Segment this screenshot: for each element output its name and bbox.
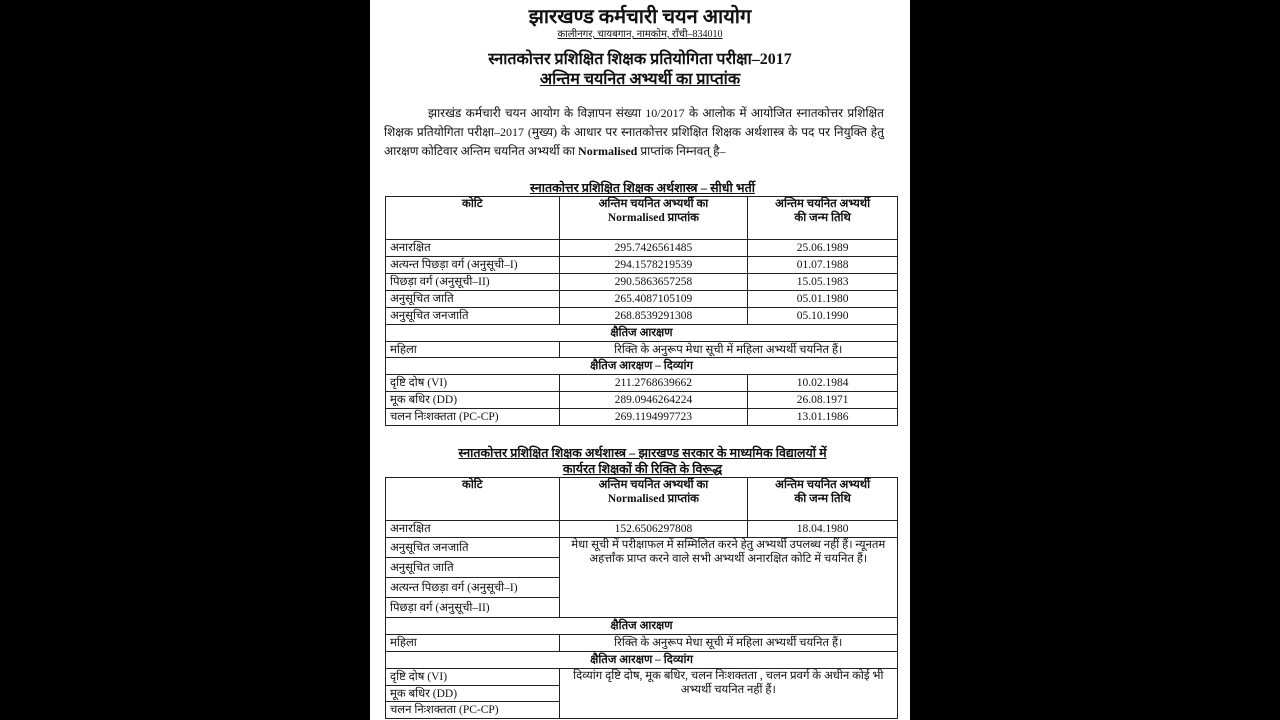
cell-category: अत्यन्त पिछड़ा वर्ग (अनुसूची–I)	[386, 257, 560, 274]
document-title	[370, 50, 910, 90]
table2-caption: स्नातकोत्तर प्रशिक्षित शिक्षक अर्थशास्त्र – झारखण्ड सरकार के माध्यमिक विद्यालयों में कार्यरत शिक्षकों की रिक्ति के विरूद्ध	[458, 446, 827, 476]
cell-dob: 26.08.1971	[748, 392, 898, 409]
women-note: रिक्ति के अनुरूप मेधा सूची में महिला अभ्यर्थी चयनित हैं।	[559, 635, 897, 652]
table1-caption: स्नातकोत्तर प्रशिक्षित शिक्षक अर्थशास्त्र – सीधी भर्ती	[530, 181, 755, 195]
table-row	[386, 257, 898, 274]
col-score: अन्तिम चयनित अभ्यर्थी का Normalised प्राप्तांक	[559, 197, 748, 240]
cell-category: मूक बधिर (DD)	[386, 392, 560, 409]
document-page	[370, 0, 910, 720]
title-line-1: स्नातकोत्तर प्रशिक्षित शिक्षक प्रतियोगिता परीक्षा–2017	[488, 51, 792, 68]
section-disabled: क्षैतिज आरक्षण – दिव्यांग	[386, 358, 898, 375]
women-label: महिला	[386, 342, 560, 358]
cell-dob: 01.07.1988	[748, 257, 898, 274]
col-category: कोटि	[386, 197, 560, 240]
table1	[385, 196, 898, 426]
cell-category: अनारक्षित	[386, 240, 560, 257]
cell-dob: 25.06.1989	[748, 240, 898, 257]
cell-score: 295.7426561485	[559, 240, 748, 257]
col-category: कोटि	[386, 478, 560, 521]
table-row	[386, 291, 898, 308]
cell-score: 268.8539291308	[559, 308, 748, 325]
cell-score: 289.0946264224	[559, 392, 748, 409]
section-disabled: क्षैतिज आरक्षण – दिव्यांग	[386, 652, 898, 669]
cell-score: 211.2768639662	[559, 375, 748, 392]
cell-dob: 13.01.1986	[748, 409, 898, 426]
org-name: झारखण्ड कर्मचारी चयन आयोग	[528, 6, 752, 28]
table-row: अनारक्षित 152.6506297808 18.04.1980	[386, 521, 898, 538]
col-score: अन्तिम चयनित अभ्यर्थी का Normalised प्राप्तांक	[559, 478, 748, 521]
women-label: महिला	[386, 635, 560, 652]
cell-category: दृष्टि दोष (VI)	[386, 375, 560, 392]
org-address: कालीनगर, चायबगान, नामकोम, राँची–834010	[557, 29, 723, 40]
cell-score: 265.4087105109	[559, 291, 748, 308]
table-row	[386, 240, 898, 257]
table2: कोटि अन्तिम चयनित अभ्यर्थी का Normalised प्राप्तांक अन्तिम चयनित अभ्यर्थी की जन्म तिथि अनारक्षित 152.6506297808 18.04.1980 अनुसूचित जनजाति मेधा सूची में परीक्षाफल में सम्मिलित करने हेतु अभ्यर्थी उपलब्ध नहीं हैं। न्यूनतम अहर्त्तांक प्राप्त करने वाले सभी अभ्यर्थी अनारक्षित कोटि में चयनित हैं। अनुसूचित जाति अत्यन्त पिछड़ा वर्ग (अनुसूची–I) पिछड़ा वर्ग (अनुसूची–II) क्षैतिज आरक्षण महिला रिक्ति के अनुरूप मेधा सूची में महिला अभ्यर्थी चयनित हैं। क्षैतिज आरक्षण – दिव्यांग दृष्टि दोष (VI) दिव्यांग दृष्टि दोष, मूक बधिर, चलन निःशक्तता , चलन प्रवर्ग के अधीन कोई भी अभ्यर्थी चयनित नहीं हैं। मूक बधिर (DD) चलन निःशक्तता (PC-CP)	[385, 477, 898, 719]
table-row	[386, 409, 898, 426]
cell-category: चलन निःशक्तता (PC-CP)	[386, 409, 560, 426]
section-horizontal: क्षैतिज आरक्षण	[386, 325, 898, 342]
intro-paragraph: झारखंड कर्मचारी चयन आयोग के विज्ञापन संख्या 10/2017 के आलोक में आयोजित स्नातकोत्तर प्रशिक्षित शिक्षक प्रतियोगिता परीक्षा–2017 (मुख्य) के आधार पर स्नातकोत्तर प्रशिक्षित शिक्षक अर्थशास्त्र के पद पर नियुक्ति हेतु आरक्षण कोटिवार अन्तिम चयनित अभ्यर्थी का Normalised प्राप्तांक निम्नवत् है–	[384, 106, 884, 158]
cell-dob: 10.02.1984	[748, 375, 898, 392]
cell-score: 290.5863657258	[559, 274, 748, 291]
table-row	[386, 392, 898, 409]
cell-category: अनुसूचित जनजाति	[386, 308, 560, 325]
title-line-2: अन्तिम चयनित अभ्यर्थी का प्राप्तांक	[539, 71, 741, 88]
cell-category: पिछड़ा वर्ग (अनुसूची–II)	[386, 274, 560, 291]
table-row	[386, 308, 898, 325]
table-row	[386, 375, 898, 392]
section-horizontal: क्षैतिज आरक्षण	[386, 618, 898, 635]
table-row	[386, 274, 898, 291]
cell-dob: 05.01.1980	[748, 291, 898, 308]
col-dob: अन्तिम चयनित अभ्यर्थी की जन्म तिथि	[748, 478, 898, 521]
cell-score: 269.1194997723	[559, 409, 748, 426]
cell-score: 294.1578219539	[559, 257, 748, 274]
cell-dob: 15.05.1983	[748, 274, 898, 291]
disabled-note: दिव्यांग दृष्टि दोष, मूक बधिर, चलन निःशक्तता , चलन प्रवर्ग के अधीन कोई भी अभ्यर्थी चयनित नहीं हैं।	[559, 669, 897, 719]
cell-dob: 05.10.1990	[748, 308, 898, 325]
cell-category: अनुसूचित जाति	[386, 291, 560, 308]
col-dob: अन्तिम चयनित अभ्यर्थी की जन्म तिथि	[748, 197, 898, 240]
unavailable-note: मेधा सूची में परीक्षाफल में सम्मिलित करने हेतु अभ्यर्थी उपलब्ध नहीं हैं। न्यूनतम अहर्त्तांक प्राप्त करने वाले सभी अभ्यर्थी अनारक्षित कोटि में चयनित हैं।	[559, 538, 897, 618]
women-note: रिक्ति के अनुरूप मेधा सूची में महिला अभ्यर्थी चयनित हैं।	[559, 342, 897, 358]
